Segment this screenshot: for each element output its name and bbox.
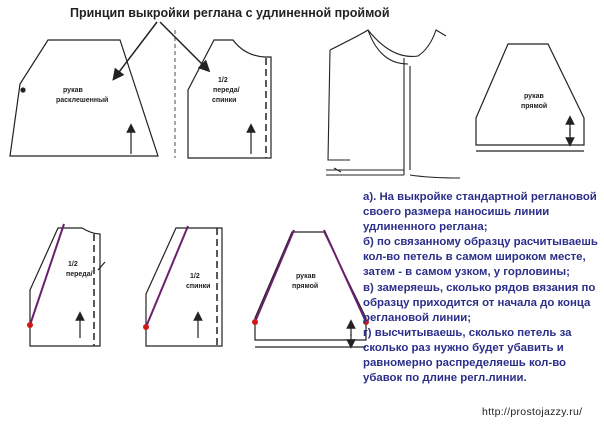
label-sleeve-flared-2: расклешенный [56,97,109,104]
label-sleeve-straight-top-1: рукав [524,93,544,100]
diagram-title: Принцип выкройки реглана с удлиненной проймой [70,6,390,20]
label-half-top-3: спинки [212,97,237,104]
raglan-line-sleeve-left [255,230,294,322]
label-sleeve-straight-bottom-1: рукав [296,273,316,280]
raglan-line-back [146,226,188,327]
raglan-line-sleeve-right [324,230,366,322]
label-half-front-bottom-2: переда/ [66,271,93,278]
label-sleeve-straight-top-2: прямой [521,103,548,110]
raglan-start-dot-back [143,324,149,330]
pattern-half-back-bottom [146,228,222,346]
instruction-d: г) высчитываешь, сколько петель за сколько раз нужно будет убавить и равномерно распределяешь кол-во убавок по длине регл.линии. [363,326,572,385]
instruction-b: б) по связанному образцу расчитываешь кол-во петель в самом широком месте, затем - в самом узком, у горловины; [363,236,598,279]
raglan-line-front [30,224,64,325]
instructions-text [363,190,599,386]
raglan-start-dot-front [27,322,33,328]
source-url: http://prostojazzy.ru/ [482,406,583,418]
garment-raglan-sketch [326,30,460,178]
label-half-back-bottom-1: 1/2 [190,273,200,280]
raglan-start-dot-sleeve-left [252,319,258,325]
instruction-a: а). На выкройке стандартной регланoвой своего размера наносишь линии удлиненного реглана; [363,191,597,234]
label-half-back-bottom-2: спинки [186,283,211,290]
pattern-half-front-back-top [175,30,271,158]
instruction-c: в) замеряешь, сколько рядов вязания по образцу приходится от начала до конца реглановой линии; [363,281,596,324]
label-sleeve-flared-1: рукав [63,87,83,94]
label-sleeve-straight-bottom-2: прямой [292,283,319,290]
label-half-top-1: 1/2 [218,77,228,84]
label-half-front-bottom-1: 1/2 [68,261,78,268]
pattern-half-front-bottom [30,228,105,346]
label-half-top-2: переда/ [213,87,240,94]
